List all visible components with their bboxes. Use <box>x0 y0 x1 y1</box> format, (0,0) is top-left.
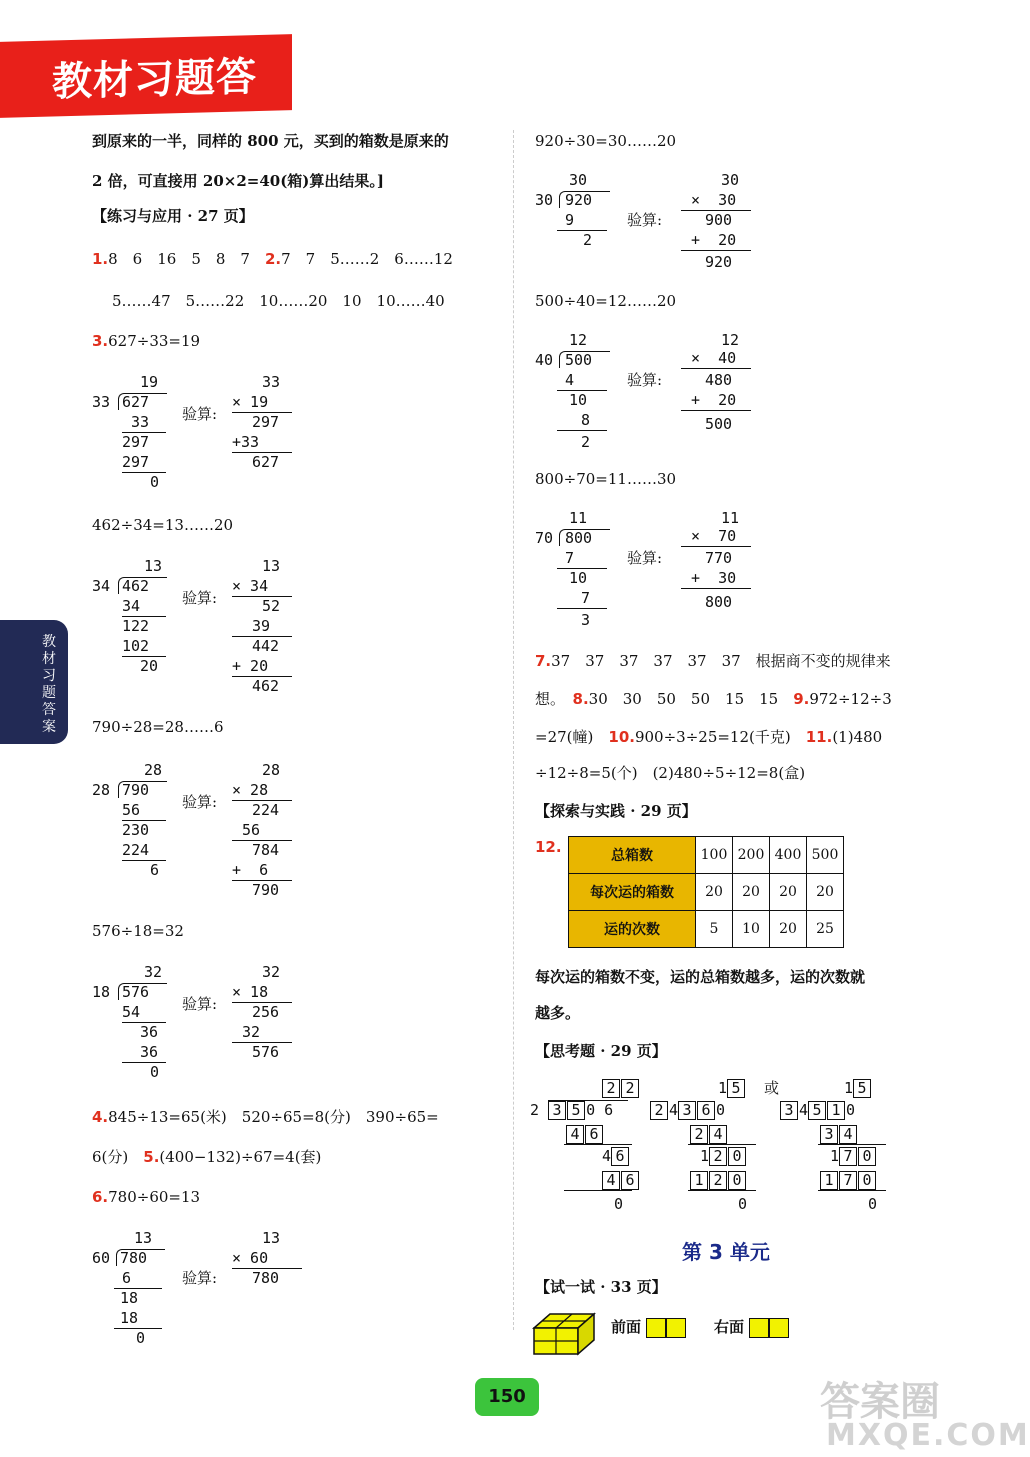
side-tab-label: 教材习题答案 <box>42 634 56 735</box>
q-num: 11. <box>805 728 833 746</box>
table-cell: 500 <box>807 837 844 874</box>
answer-line <box>92 332 200 350</box>
answer: 37 37 37 37 37 37 根据商不变的规律来 <box>551 652 891 670</box>
table-cell: 25 <box>807 911 844 948</box>
answer: 627÷33=19 <box>108 332 201 350</box>
right-label: 右面 <box>714 1318 745 1336</box>
section-heading: 【思考题 · 29 页】 <box>535 1042 667 1060</box>
q-num: 10. <box>608 728 635 746</box>
answer: 30 30 50 50 15 15 <box>588 690 779 708</box>
answer-line <box>92 1146 321 1167</box>
answer-line: 462÷34=13……20 <box>92 516 234 534</box>
table-cell: 20 <box>770 911 807 948</box>
answer-line: 5……47 5……22 10……20 10 10……40 <box>112 292 445 310</box>
front-view <box>611 1316 686 1338</box>
page-number: 150 <box>475 1378 539 1416</box>
table-cell: 400 <box>770 837 807 874</box>
cubes-illustration <box>532 1310 596 1356</box>
puzzle-division: 1 5 3 4 5 1 0 3 4 1 7 0 1 7 0 0 <box>780 1078 900 1218</box>
answer: (1)480 <box>832 728 883 746</box>
boxes-table <box>568 836 844 948</box>
puzzle-division: 2 2 2 3 5 0 6 4 6 4 6 4 6 0 <box>530 1078 670 1218</box>
table-cell: 20 <box>733 874 770 911</box>
answer-line <box>92 1106 439 1127</box>
answer-line <box>92 248 453 269</box>
q-num: 5. <box>143 1148 160 1166</box>
answer: 780÷60=13 <box>108 1188 201 1206</box>
row-header: 每次运的箱数 <box>569 874 696 911</box>
q-num: 1. <box>92 250 109 268</box>
table-cell: 10 <box>733 911 770 948</box>
text-line: 每次运的箱数不变，运的总箱数越多，运的次数就 <box>535 968 866 986</box>
front-label: 前面 <box>611 1318 642 1336</box>
table-row <box>569 837 844 874</box>
text-line: 到原来的一半，同样的 800 元，买到的箱数是原来的 <box>92 132 449 150</box>
q-num: 6. <box>92 1188 109 1206</box>
table-row <box>569 911 844 948</box>
long-division: 13 34 462 34 122 102 20 验算: 13 × 34 52 39 442 + 20 462 <box>92 556 312 696</box>
long-division: 32 18 576 54 36 36 0 验算: 32 × 18 256 32 576 <box>92 962 312 1082</box>
answer-line: 576÷18=32 <box>92 922 184 940</box>
q-num: 8. <box>572 690 589 708</box>
puzzle-division: 1 5 或 2 4 3 6 0 2 4 1 2 0 1 2 0 0 <box>650 1078 770 1218</box>
table-row <box>569 874 844 911</box>
long-division: 13 60 780 6 18 18 0 验算: 13 × 60 780 <box>92 1228 322 1348</box>
table-cell: 20 <box>807 874 844 911</box>
column-divider <box>513 130 514 1330</box>
table-cell: 20 <box>770 874 807 911</box>
answer-line: ÷12÷8=5(个) (2)480÷5÷12=8(盒) <box>535 764 806 782</box>
answer: (400−132)÷67=4(套) <box>159 1148 322 1166</box>
watermark-logo: 答案圈 <box>820 1379 940 1425</box>
q-num: 7. <box>535 652 552 670</box>
row-header: 运的次数 <box>569 911 696 948</box>
section-heading: 【试一试 · 33 页】 <box>535 1278 667 1296</box>
text-line: 越多。 <box>535 1004 581 1022</box>
banner-title: 教材习题答案 <box>52 54 257 163</box>
q-num-label: 12. <box>535 838 562 856</box>
answer: 972÷12÷3 <box>809 690 892 708</box>
answer: =27(幢) <box>535 728 594 746</box>
answer-line <box>92 1188 200 1206</box>
answer: 8 6 16 5 8 7 <box>108 250 250 268</box>
answer: 6(分) <box>92 1148 129 1166</box>
view-square <box>749 1318 769 1338</box>
view-square <box>646 1318 666 1338</box>
view-square <box>666 1318 686 1338</box>
unit-title: 第 3 单元 <box>682 1240 770 1264</box>
row-header: 总箱数 <box>569 837 696 874</box>
q-num <box>535 838 562 856</box>
long-division: 11 70 800 7 10 7 3 验算: 11 × 70 770 + 30 800 <box>535 508 775 628</box>
long-division: 19 33 627 33 297 297 0 验算: 33 × 19 297 +33 627 <box>92 372 312 492</box>
answer-line: 790÷28=28……6 <box>92 718 224 736</box>
section-heading: 【探索与实践 · 29 页】 <box>535 802 697 820</box>
watermark-url: MXQE.COM <box>826 1418 1030 1453</box>
q-num: 2. <box>264 250 282 268</box>
answer-line <box>535 688 892 709</box>
text-line: 2 倍，可直接用 20×2=40(箱)算出结果。] <box>92 172 384 190</box>
side-tab <box>0 620 68 744</box>
q-num: 9. <box>793 690 810 708</box>
answer: 900÷3÷25=12(千克) <box>634 728 791 746</box>
answer-line: 920÷30=30……20 <box>535 132 677 150</box>
answer: 845÷13=65(米) 520÷65=8(分) 390÷65= <box>108 1108 439 1126</box>
table-cell: 20 <box>696 874 733 911</box>
long-division: 28 28 790 56 230 224 6 验算: 28 × 28 224 56 784 + 6 790 <box>92 760 312 900</box>
long-division: 30 30 920 9 2 验算: 30 × 30 900 + 20 920 <box>535 170 775 270</box>
table-cell: 100 <box>696 837 733 874</box>
view-square <box>769 1318 789 1338</box>
q-num: 3. <box>92 332 109 350</box>
table-cell: 5 <box>696 911 733 948</box>
q-num: 4. <box>92 1108 109 1126</box>
answer-line <box>535 726 882 747</box>
answer-line: 500÷40=12……20 <box>535 292 677 310</box>
table-cell: 200 <box>733 837 770 874</box>
right-view <box>714 1316 789 1338</box>
section-heading: 【练习与应用 · 27 页】 <box>92 207 254 225</box>
long-division: 12 40 500 4 10 8 2 验算: 12 × 40 480 + 20 500 <box>535 330 775 450</box>
answer-line <box>535 650 891 671</box>
answer-line: 800÷70=11……30 <box>535 470 677 488</box>
answer: 想。 <box>535 690 558 708</box>
answer: 7 7 5……2 6……12 <box>281 250 453 268</box>
